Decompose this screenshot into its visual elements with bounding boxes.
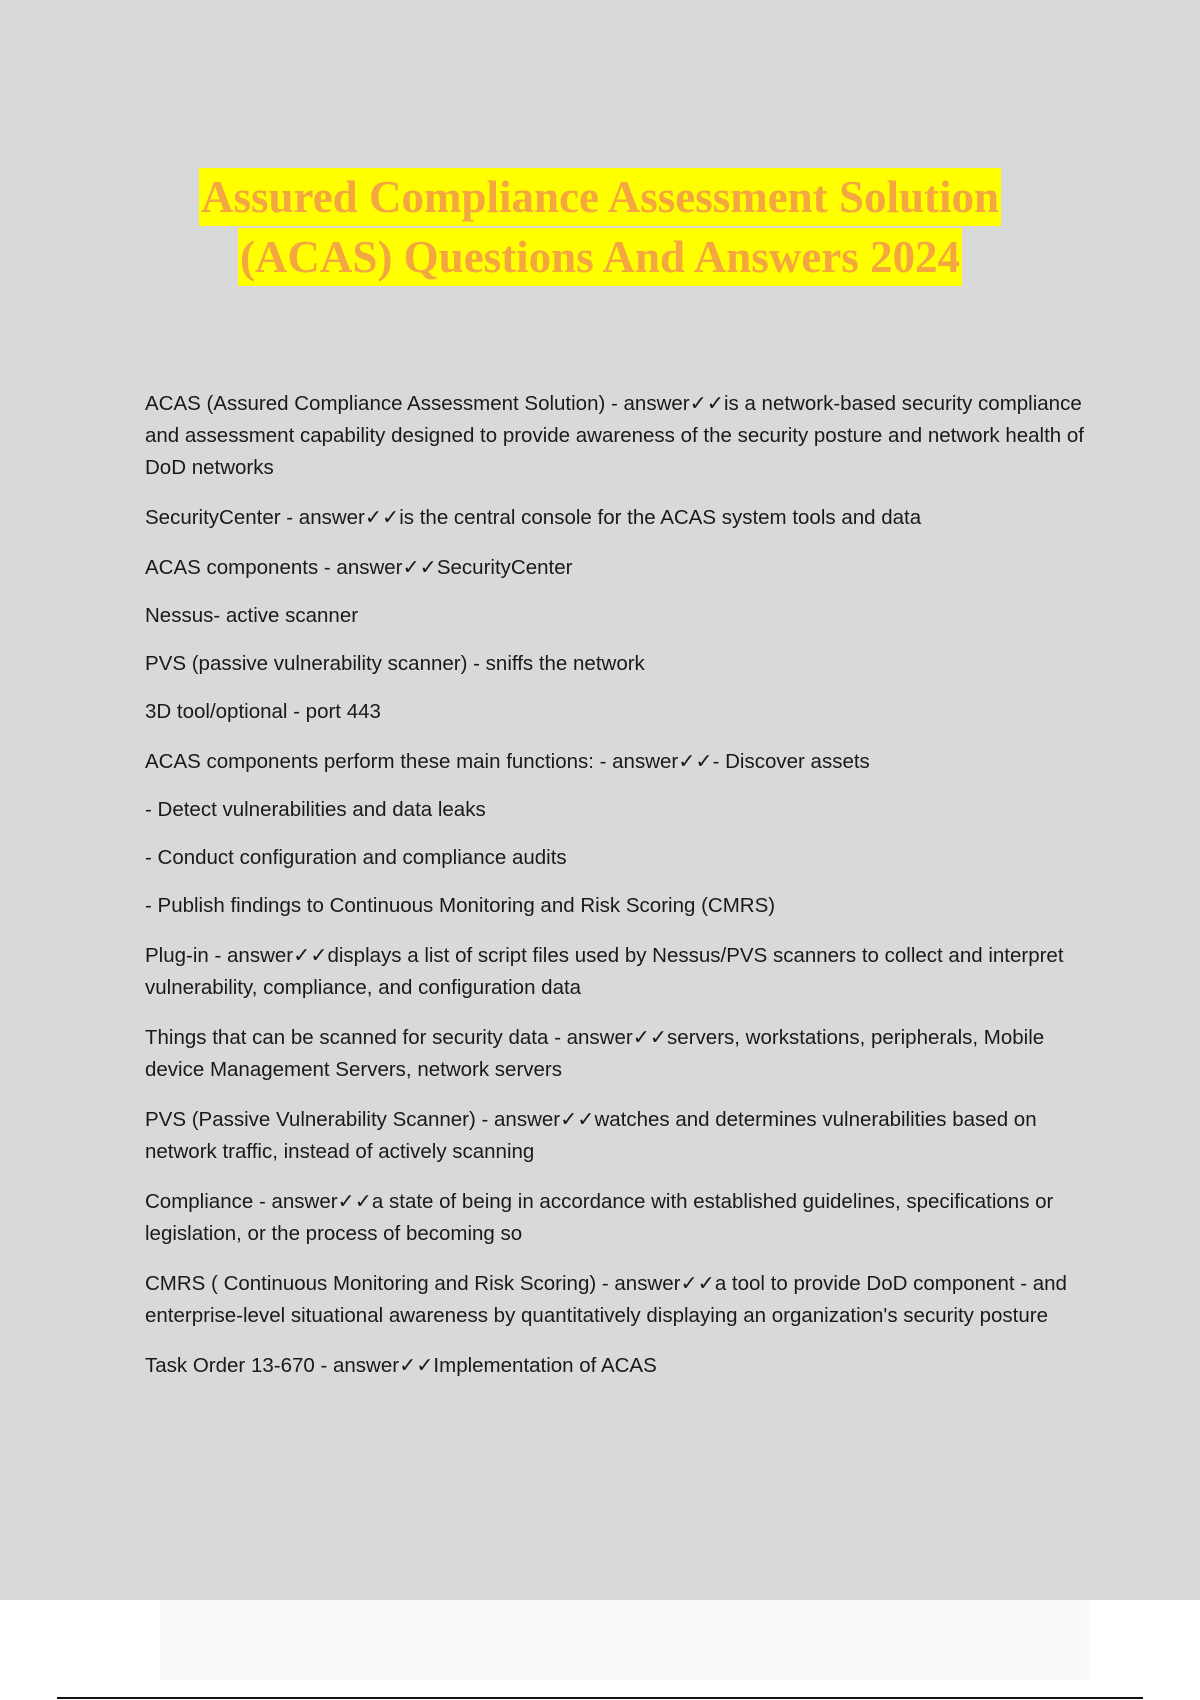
qa-entry: Compliance - answer✓✓a state of being in accordance with established guidelines, specifications or legislation, or the process of becoming so (145, 1190, 1054, 1245)
qa-entry: Nessus- active scanner (145, 604, 359, 627)
qa-entry: Plug-in - answer✓✓displays a list of script files used by Nessus/PVS scanners to collect and interpret vulnerability, compliance, and configuration data (145, 944, 1064, 999)
qa-entry: ACAS components - answer✓✓SecurityCenter (145, 556, 573, 579)
qa-entry: PVS (Passive Vulnerability Scanner) - answer✓✓watches and determines vulnerabilities based on network traffic, instead of actively scanning (145, 1108, 1037, 1163)
qa-entry: SecurityCenter - answer✓✓is the central console for the ACAS system tools and data (145, 506, 922, 529)
qa-list (145, 388, 1085, 1400)
qa-entry: - Conduct configuration and compliance audits (145, 846, 567, 869)
qa-entry: ACAS (Assured Compliance Assessment Solution) - answer✓✓is a network-based security compliance and assessment capability designed to provide awareness of the security posture and network health of DoD networks (145, 392, 1084, 479)
qa-entry: - Detect vulnerabilities and data leaks (145, 798, 486, 821)
page-title (0, 168, 1200, 288)
qa-entry: Things that can be scanned for security data - answer✓✓servers, workstations, peripherals, Mobile device Management Servers, network servers (145, 1026, 1045, 1081)
title-line-2: (ACAS) Questions And Answers 2024 (238, 228, 962, 286)
qa-entry: CMRS ( Continuous Monitoring and Risk Scoring) - answer✓✓a tool to provide DoD component - and enterprise-level situational awareness by quantitatively displaying an organization's security posture (145, 1272, 1067, 1327)
qa-entry: 3D tool/optional - port 443 (145, 700, 381, 723)
footer-divider (57, 1697, 1143, 1699)
footer-band (160, 1600, 1090, 1680)
qa-entry: Task Order 13-670 - answer✓✓Implementation of ACAS (145, 1354, 657, 1377)
qa-entry: ACAS components perform these main functions: - answer✓✓- Discover assets (145, 750, 870, 773)
title-line-1: Assured Compliance Assessment Solution (199, 168, 1001, 226)
qa-entry: PVS (passive vulnerability scanner) - sniffs the network (145, 652, 645, 675)
qa-entry: - Publish findings to Continuous Monitoring and Risk Scoring (CMRS) (145, 894, 776, 917)
